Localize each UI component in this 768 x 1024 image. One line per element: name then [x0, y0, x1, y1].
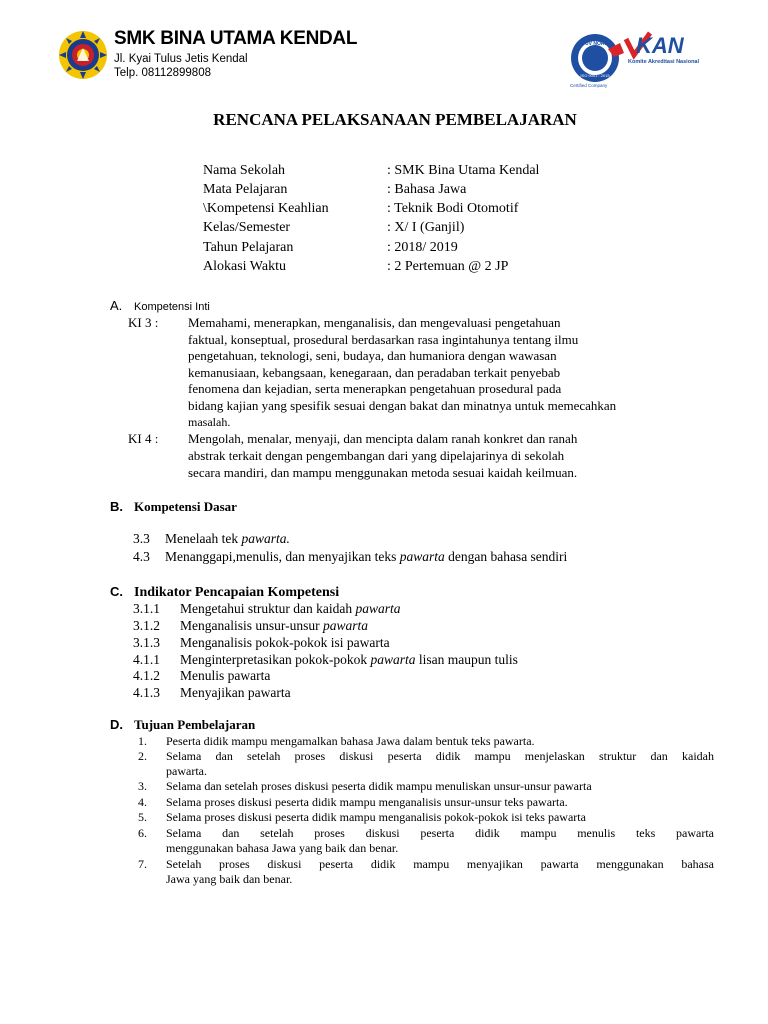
kan-certification-logo [570, 25, 705, 90]
section-b-heading: B. Kompetensi Dasar [110, 499, 237, 514]
kd-item: 3.3 Menelaah tek pawarta. [133, 531, 290, 546]
ki3-code: KI 3 : [128, 315, 159, 330]
ki-line: Mengolah, menalar, menyaji, dan mencipta dalam ranah konkret dan ranah [188, 431, 578, 446]
indikator-item: 3.1.3 Menganalisis pokok-pokok isi pawarta [133, 635, 390, 650]
ki-line: abstrak terkait dengan pengembangan dari yang dipelajarinya di sekolah [188, 448, 565, 463]
school-phone: Telp. 08112899808 [114, 67, 211, 79]
section-c-heading: C. Indikator Pencapaian Kompetensi [110, 584, 340, 600]
certified-company-text: Certified Company [570, 83, 608, 88]
indikator-item: 4.1.2 Menulis pawarta [133, 668, 271, 683]
kan-subtitle: Komite Akreditasi Nasional [628, 59, 700, 65]
ki-line: fenomena dan kejadian, serta menerapkan pengetahuan prosedural pada [188, 381, 562, 396]
ki-line: bidang kajian yang spesifik sesuai dengan bakat dan minatnya untuk memecahkan [188, 398, 617, 413]
school-address: Jl. Kyai Tulus Jetis Kendal [114, 53, 248, 65]
indikator-item: 4.1.3 Menyajikan pawarta [133, 685, 291, 700]
ki-line: pengetahuan, teknologi, seni, budaya, dan humaniora dengan wawasan [188, 348, 557, 363]
ki-line: secara mandiri, dan mampu menggunakan metoda sesuai kaidah keilmuan. [188, 465, 578, 480]
ki-line: faktual, konseptual, prosedural berdasarkan rasa ingintahunya tentang ilmu [188, 332, 579, 347]
iso-text: ISO 9001 : 2015 [580, 73, 610, 78]
ki-line: kemanusiaan, kebangsaan, kenegaraan, dan peradaban terkait penyebab [188, 365, 561, 380]
tuv-text: TÜV NORD [581, 41, 609, 47]
kd-item: 4.3 Menanggapi,menulis, dan menyajikan teks pawarta dengan bahasa sendiri [133, 549, 568, 564]
indikator-item: 3.1.2 Menganalisis unsur-unsur pawarta [133, 618, 368, 633]
ki-line: Memahami, menerapkan, menganalisis, dan mengevaluasi pengetahuan [188, 315, 561, 330]
section-d-heading: D. Tujuan Pembelajaran [110, 717, 256, 732]
kan-text: KAN [636, 33, 684, 58]
indikator-item: 3.1.1 Mengetahui struktur dan kaidah pawarta [133, 601, 401, 616]
page-title: RENCANA PELAKSANAAN PEMBELAJARAN [213, 110, 577, 129]
school-name: SMK BINA UTAMA KENDAL [114, 28, 358, 49]
ki-line: masalah. [188, 415, 231, 429]
school-logo [58, 30, 108, 80]
ki4-code: KI 4 : [128, 431, 159, 446]
indikator-item: 4.1.1 Menginterpretasikan pokok-pokok pawarta lisan maupun tulis [133, 652, 518, 667]
section-a-heading: A. Kompetensi Inti [110, 298, 210, 313]
